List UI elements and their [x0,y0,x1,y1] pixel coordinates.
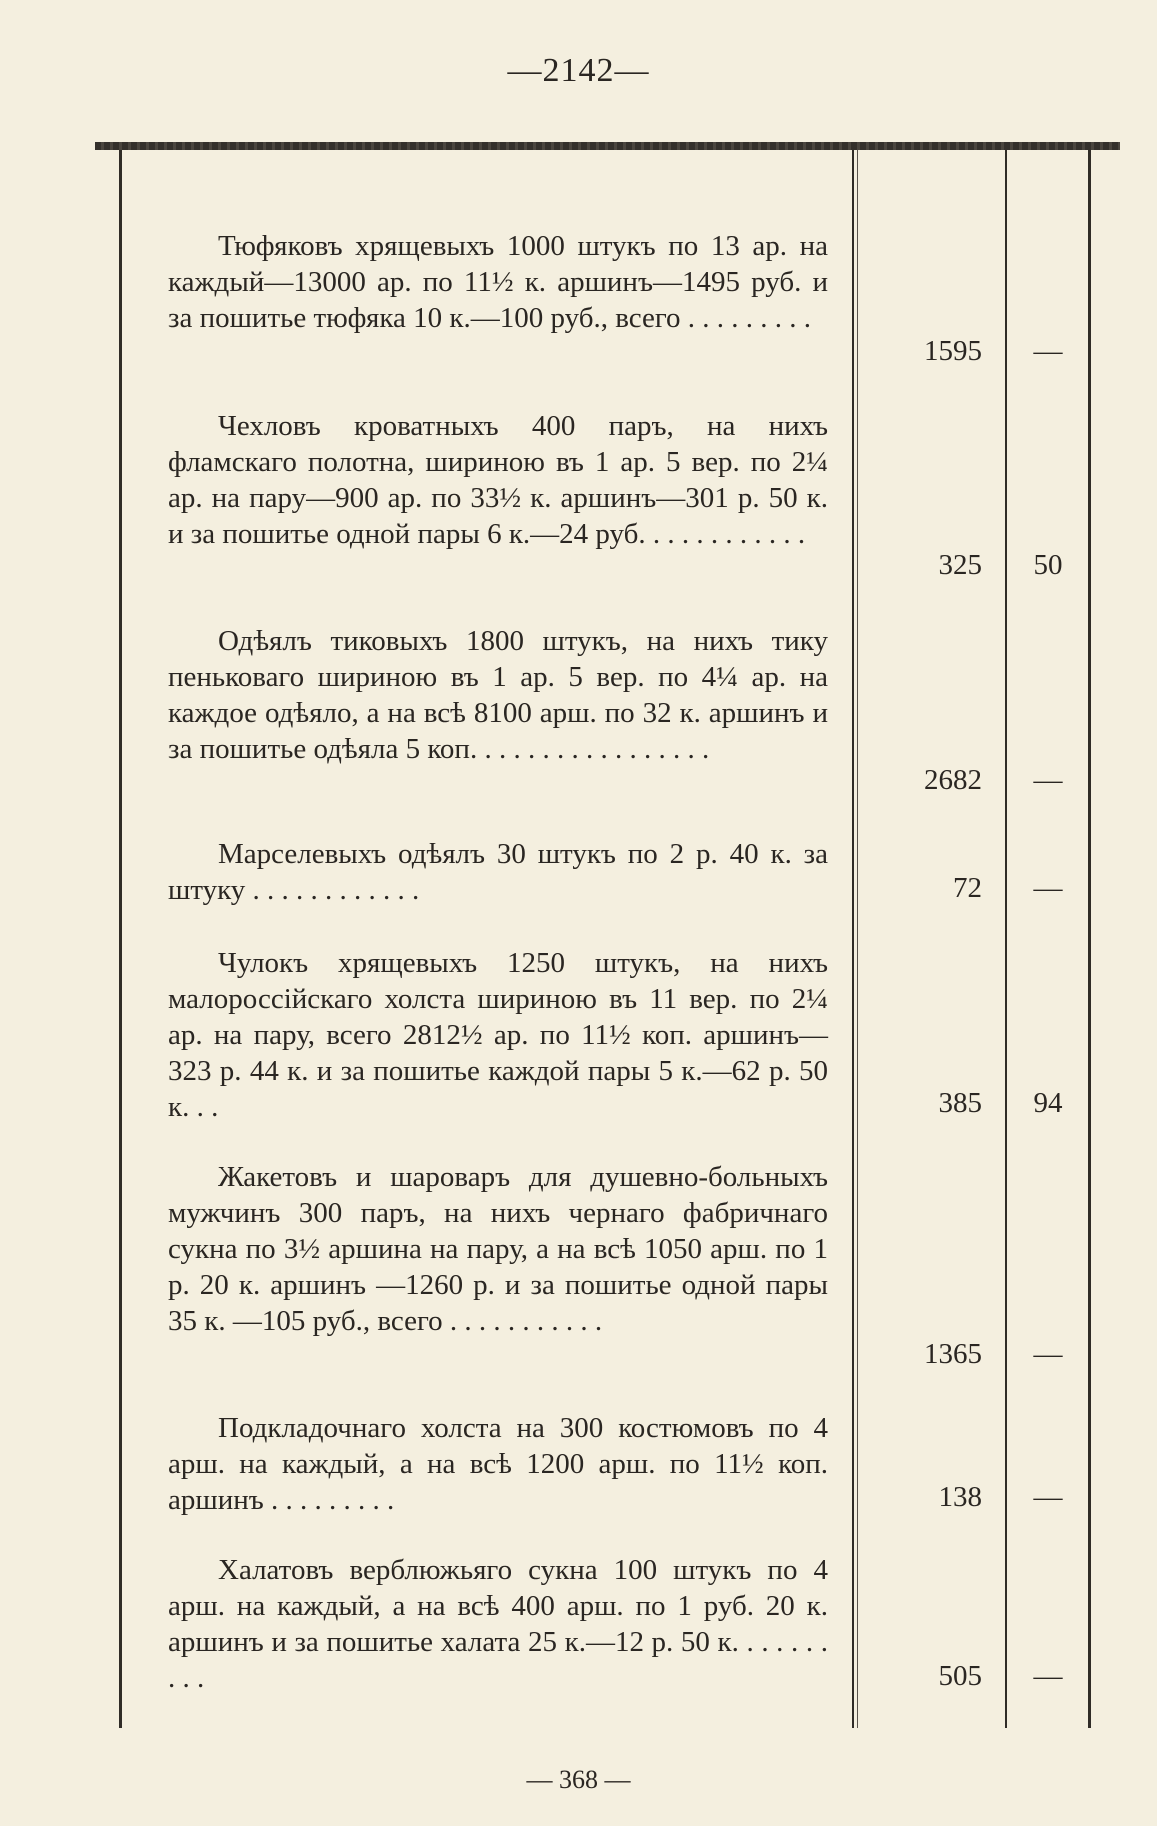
entry-lining-canvas [168,1410,828,1518]
entry-mattresses [168,228,828,336]
entry-kopecks: 50 [1033,549,1063,581]
entry-rubles: 505 [938,1660,982,1692]
entry-rubles: 138 [938,1481,982,1513]
entry-robes [168,1552,828,1696]
page-number-bottom: — 368 — [526,1765,631,1794]
frame-right-rule [1088,150,1091,1728]
entry-kopecks: — [1033,1481,1063,1513]
entry-text: Жакетовъ и шароваръ для душевно-больныхъ мужчинъ 300 паръ, на нихъ чернаго фабричнаго сукна по 3½ аршина на пару, а на всѣ 1050 арш. по 1 р. 20 к. аршинъ —1260 р. и за пошитье одной пары 35 к. —105 руб., всего . . . . . . . . . . . [168,1161,828,1337]
entry-text: Одѣялъ тиковыхъ 1800 штукъ, на нихъ тику пеньковаго шириною въ 1 ар. 5 вер. по 4¼ ар. на каждое одѣяло, а на всѣ 8100 арш. по 32 к. аршинъ и за пошитье одѣяла 5 коп. . . . . . . . . . . . . . . . . [168,625,828,765]
entry-bed-covers [168,408,828,552]
entry-ticking-blankets [168,623,828,767]
top-rule [95,142,1120,150]
entry-text: Чехловъ кроватныхъ 400 паръ, на нихъ фламскаго полотна, шириною въ 1 ар. 5 вер. по 2¼ ар. на пару—900 ар. по 33½ к. аршинъ—301 р. 50 к. и за пошитье одной пары 6 к.—24 руб. . . . . . . . . . . . [168,410,828,550]
entry-rubles: 1365 [924,1338,982,1370]
entry-rubles: 72 [953,872,982,904]
entry-kopecks: — [1033,1338,1063,1370]
entry-jackets-trousers [168,1159,828,1339]
entry-marseille-blankets [168,836,828,908]
entry-text: Чулокъ хрящевыхъ 1250 штукъ, на нихъ малороссійскаго холста шириною въ 11 вер. по 2¼ ар. на пару, всего 2812½ ар. по 11½ коп. аршинъ—323 р. 44 к. и за пошитье каждой пары 5 к.—62 р. 50 к. . . [168,947,828,1123]
entry-rubles: 385 [938,1087,982,1119]
entry-rubles: 2682 [924,764,982,796]
entry-kopecks: — [1033,335,1063,367]
kopecks-column-rule [1005,150,1007,1728]
entry-text: Халатовъ верблюжьяго сукна 100 штукъ по 4 арш. на каждый, а на всѣ 400 арш. по 1 руб. 20 к. аршинъ и за пошитье халата 25 к.—12 р. 50 к. . . . . . . . . . [168,1554,828,1694]
entry-text: Тюфяковъ хрящевыхъ 1000 штукъ по 13 ар. на каждый—13000 ар. по 11½ к. аршинъ—1495 руб. и за пошитье тюфяка 10 к.—100 руб., всего . . . . . . . . . [168,230,828,334]
page-number-top: —2142— [507,52,650,89]
entry-kopecks: — [1033,872,1063,904]
entry-kopecks: — [1033,1660,1063,1692]
entry-stockings [168,945,828,1125]
entry-kopecks: — [1033,764,1063,796]
entry-text: Марселевыхъ одѣялъ 30 штукъ по 2 р. 40 к. за штуку . . . . . . . . . . . . [168,838,828,906]
entry-rubles: 1595 [924,335,982,367]
frame-left-rule [119,150,122,1728]
entry-rubles: 325 [938,549,982,581]
entry-text: Подкладочнаго холста на 300 костюмовъ по 4 арш. на каждый, а на всѣ 1200 арш. по 11½ коп. аршинъ . . . . . . . . . [168,1412,828,1516]
entry-kopecks: 94 [1033,1087,1063,1119]
